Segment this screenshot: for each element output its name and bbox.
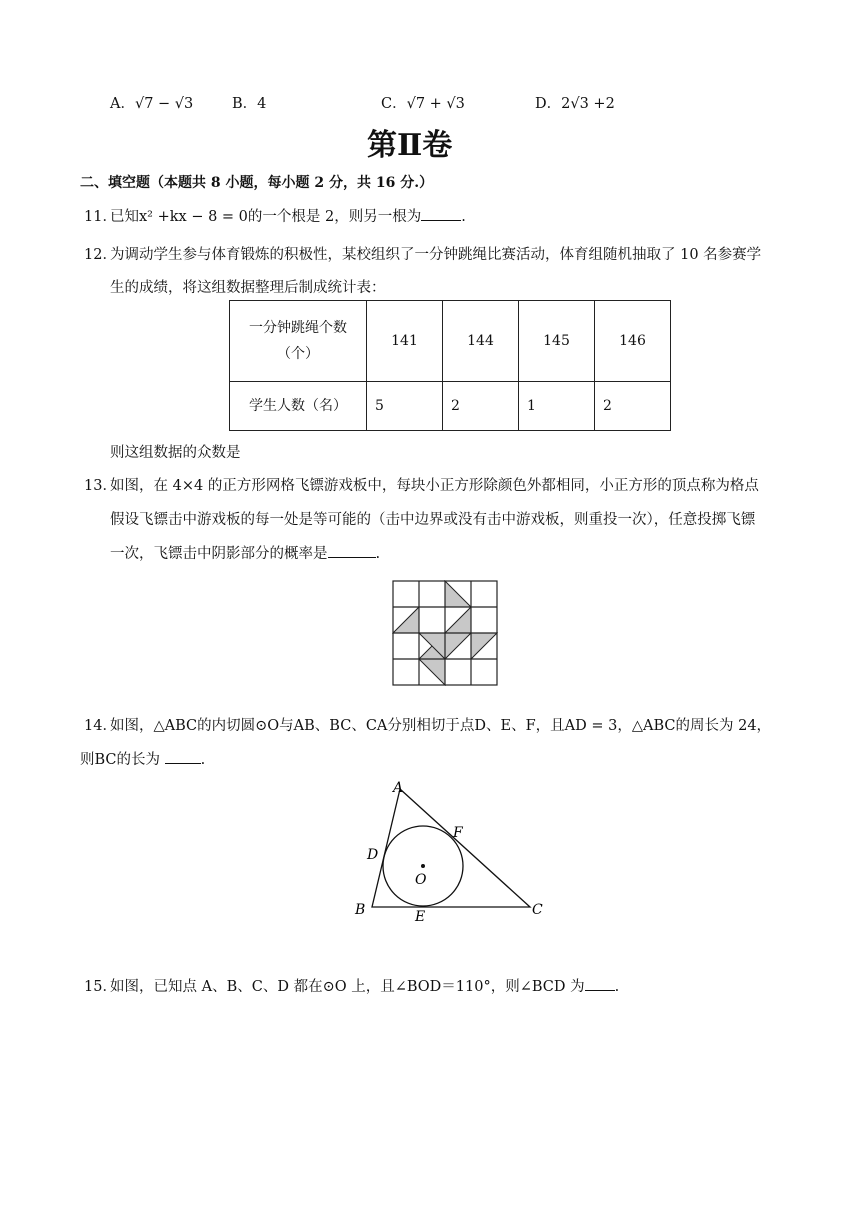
q13-line3 (110, 542, 380, 563)
label-a: A (393, 780, 404, 796)
label-b: B (355, 902, 366, 918)
q15-line (110, 975, 619, 996)
choice-d: D．2√3 +2 (535, 96, 615, 112)
q14-line2-text: 则BC的长为 (80, 752, 161, 768)
choice-b: B．4 (232, 96, 267, 112)
label-d: D (367, 847, 379, 863)
table-row1-header: 一分钟跳绳个数（个） (230, 301, 367, 382)
q11-number: 11． (84, 209, 117, 225)
table-cell: 144 (443, 301, 519, 382)
label-c: C (532, 902, 543, 918)
q12-after: 则这组数据的众数是 (110, 445, 241, 461)
section-header: 二、填空题（本题共 8 小题，每小题 2 分，共 16 分.） (80, 175, 434, 191)
stats-table (229, 300, 671, 431)
q13-answer-blank (328, 543, 376, 558)
q14-line1: 如图，△ABC的内切圆⊙O与AB、BC、CA分别相切于点D、E、F，且AD = 3，△ABC的周长为 24， (110, 718, 772, 734)
table-cell: 146 (595, 301, 671, 382)
table-cell: 141 (367, 301, 443, 382)
table-row2-header: 学生人数（名） (230, 382, 367, 431)
triangle-abc (372, 789, 530, 907)
shaded-triangle (445, 581, 471, 607)
incircle-triangle-figure (350, 775, 550, 925)
shaded-triangle (445, 633, 471, 659)
label-e: E (415, 909, 426, 925)
q15-answer-blank (585, 976, 615, 991)
center-point (421, 864, 425, 868)
table-cell: 2 (595, 382, 671, 431)
label-f: F (453, 825, 463, 841)
table-row (230, 382, 671, 431)
table-cell: 2 (443, 382, 519, 431)
shaded-triangle (445, 607, 471, 633)
q14-line2 (80, 748, 205, 769)
table-row (230, 301, 671, 382)
q14-end: . (200, 752, 206, 768)
q13-line3-text: 一次，飞镖击中阴影部分的概率是 (110, 546, 328, 562)
shaded-triangle (419, 659, 445, 685)
q11-line (110, 205, 466, 226)
q15-number: 15． (84, 979, 117, 995)
shaded-triangle (393, 607, 419, 633)
q12-line2: 生的成绩，将这组数据整理后制成统计表： (110, 280, 386, 296)
q13-end: . (375, 546, 381, 562)
q11-text: 已知x² +kx − 8 = 0的一个根是 2，则另一根为 (110, 209, 422, 225)
shaded-triangle (471, 633, 497, 659)
choice-a: A．√7 − √3 (110, 96, 194, 112)
q12-number: 12． (84, 247, 117, 263)
choice-c: C．√7 + √3 (381, 96, 465, 112)
q14-answer-blank (165, 749, 201, 764)
q11-answer-blank (421, 206, 461, 221)
q13-number: 13． (84, 478, 117, 494)
q11-end: . (461, 209, 466, 225)
label-o: O (415, 872, 427, 888)
q12-line1: 为调动学生参与体育锻炼的积极性，某校组织了一分钟跳绳比赛活动，体育组随机抽取了 10 名参赛学 (110, 247, 762, 263)
q13-line2: 假设飞镖击中游戏板的每一处是等可能的（击中边界或没有击中游戏板，则重投一次），任意投掷飞镖 (110, 512, 756, 528)
q15-text: 如图，已知点 A、B、C、D 都在⊙O 上，且∠BOD＝110°，则∠BCD 为 (110, 979, 585, 995)
section-title: 第Ⅱ卷 (367, 128, 453, 163)
dartboard-grid-figure (392, 580, 498, 686)
table-cell: 5 (367, 382, 443, 431)
q14-number: 14． (84, 718, 117, 734)
q15-end: . (614, 979, 620, 995)
table-cell: 145 (519, 301, 595, 382)
table-cell: 1 (519, 382, 595, 431)
q13-line1: 如图，在 4×4 的正方形网格飞镖游戏板中，每块小正方形除颜色外都相同，小正方形的顶点称为格点 (110, 478, 759, 494)
